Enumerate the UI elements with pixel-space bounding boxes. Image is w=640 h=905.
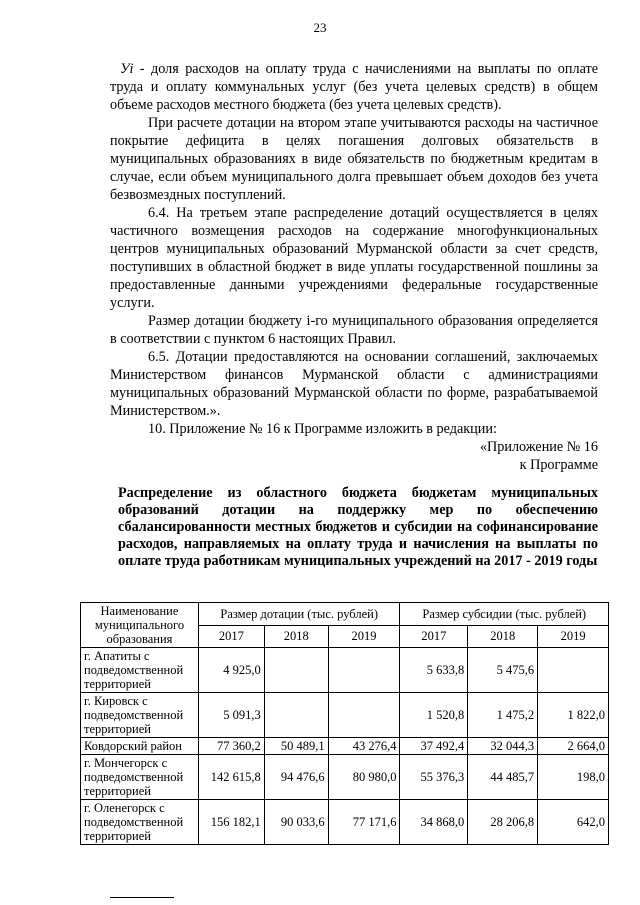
col-header-year: 2017	[198, 625, 264, 648]
table-row	[81, 693, 609, 738]
col-header-year: 2019	[538, 625, 609, 648]
cell-subsidy-2017: 1 520,8	[400, 693, 468, 738]
paragraph-share-definition	[110, 60, 598, 114]
cell-subsidy-2018: 1 475,2	[468, 693, 538, 738]
table-header-row	[81, 603, 609, 626]
cell-dotation-2017: 156 182,1	[198, 800, 264, 845]
cell-dotation-2018: 94 476,6	[264, 755, 328, 800]
cell-subsidy-2017: 34 868,0	[400, 800, 468, 845]
col-group-subsidy: Размер субсидии (тыс. рублей)	[400, 603, 609, 626]
cell-dotation-2019: 80 980,0	[328, 755, 400, 800]
cell-subsidy-2019	[538, 648, 609, 693]
paragraph-dotation-size: Размер дотации бюджету i-го муниципального образования определяется в соответствии с пунктом 6 настоящих Правил.	[110, 313, 598, 347]
cell-subsidy-2018: 5 475,6	[468, 648, 538, 693]
paragraph-text: - доля расходов на оплату труда с начислениями на выплаты по оплате труда и оплату коммунальных услуг (без учета целевых средств) в общем объеме расходов местного бюджета (без учета целевых средств).	[110, 61, 598, 113]
table-row	[81, 800, 609, 845]
row-name: г. Апатиты с подведомственной территорией	[81, 648, 199, 693]
cell-dotation-2017: 142 615,8	[198, 755, 264, 800]
cell-subsidy-2018: 44 485,7	[468, 755, 538, 800]
row-name: г. Оленегорск с подведомственной территорией	[81, 800, 199, 845]
body-text	[110, 60, 598, 474]
cell-dotation-2018: 50 489,1	[264, 738, 328, 755]
table-row	[81, 755, 609, 800]
table-row	[81, 738, 609, 755]
row-name: г. Мончегорск с подведомственной территорией	[81, 755, 199, 800]
cell-dotation-2018	[264, 693, 328, 738]
row-name: Ковдорский район	[81, 738, 199, 755]
variable-symbol: Уi	[120, 61, 134, 77]
col-header-year: 2018	[468, 625, 538, 648]
footer-divider	[110, 897, 174, 898]
col-header-year: 2018	[264, 625, 328, 648]
cell-dotation-2019: 43 276,4	[328, 738, 400, 755]
cell-subsidy-2017: 55 376,3	[400, 755, 468, 800]
cell-dotation-2019	[328, 693, 400, 738]
cell-dotation-2017: 4 925,0	[198, 648, 264, 693]
cell-subsidy-2019: 1 822,0	[538, 693, 609, 738]
cell-dotation-2019: 77 171,6	[328, 800, 400, 845]
appendix-ref-line2: к Программе	[519, 457, 598, 473]
table-row	[81, 648, 609, 693]
paragraph-6-4: 6.4. На третьем этапе распределение дотаций осуществляется в целях частичного возмещения расходов на содержание многофункциональных центров муниципальных образований Мурманской области за счет средств, поступивших в областной бюджет в виде уплаты государственной пошлины за предоставленные данными учреждениями федеральные государственные услуги.	[110, 205, 598, 311]
cell-subsidy-2019: 2 664,0	[538, 738, 609, 755]
appendix-heading: Распределение из областного бюджета бюджетам муниципальных образований дотации на поддержку мер по обеспечению сбалансированности местных бюджетов и субсидии на софинансирование расходов, направляемых на оплату труда и начисления на выплаты по оплате труда работникам муниципальных учреждений на 2017 - 2019 годы	[118, 485, 598, 569]
col-header-year: 2017	[400, 625, 468, 648]
cell-subsidy-2019: 198,0	[538, 755, 609, 800]
col-header-name: Наименование муниципального образования	[81, 603, 199, 648]
page-number: 23	[313, 20, 327, 35]
col-group-dotation: Размер дотации (тыс. рублей)	[198, 603, 400, 626]
paragraph-6-5: 6.5. Дотации предоставляются на основании соглашений, заключаемых Министерством финансов Мурманской области с администрациями муниципальных образований Мурманской области по форме, разрабатываемой Министерством.».	[110, 349, 598, 419]
cell-subsidy-2017: 37 492,4	[400, 738, 468, 755]
row-name: г. Кировск с подведомственной территорией	[81, 693, 199, 738]
cell-dotation-2017: 5 091,3	[198, 693, 264, 738]
cell-subsidy-2018: 28 206,8	[468, 800, 538, 845]
cell-dotation-2019	[328, 648, 400, 693]
paragraph-10: 10. Приложение № 16 к Программе изложить в редакции:	[148, 421, 497, 437]
cell-dotation-2018	[264, 648, 328, 693]
col-header-year: 2019	[328, 625, 400, 648]
cell-dotation-2017: 77 360,2	[198, 738, 264, 755]
budget-table	[80, 602, 609, 845]
appendix-ref-line1: «Приложение № 16	[479, 439, 598, 455]
cell-subsidy-2019: 642,0	[538, 800, 609, 845]
cell-subsidy-2017: 5 633,8	[400, 648, 468, 693]
paragraph-second-stage: При расчете дотации на втором этапе учитываются расходы на частичное покрытие дефицита в целях погашения долговых обязательств в муниципальных образованиях в виде обязательств по бюджетным кредитам в случае, если объем муниципального долга превышает объем доходов без учета безвозмездных поступлений.	[110, 115, 598, 203]
cell-dotation-2018: 90 033,6	[264, 800, 328, 845]
cell-subsidy-2018: 32 044,3	[468, 738, 538, 755]
